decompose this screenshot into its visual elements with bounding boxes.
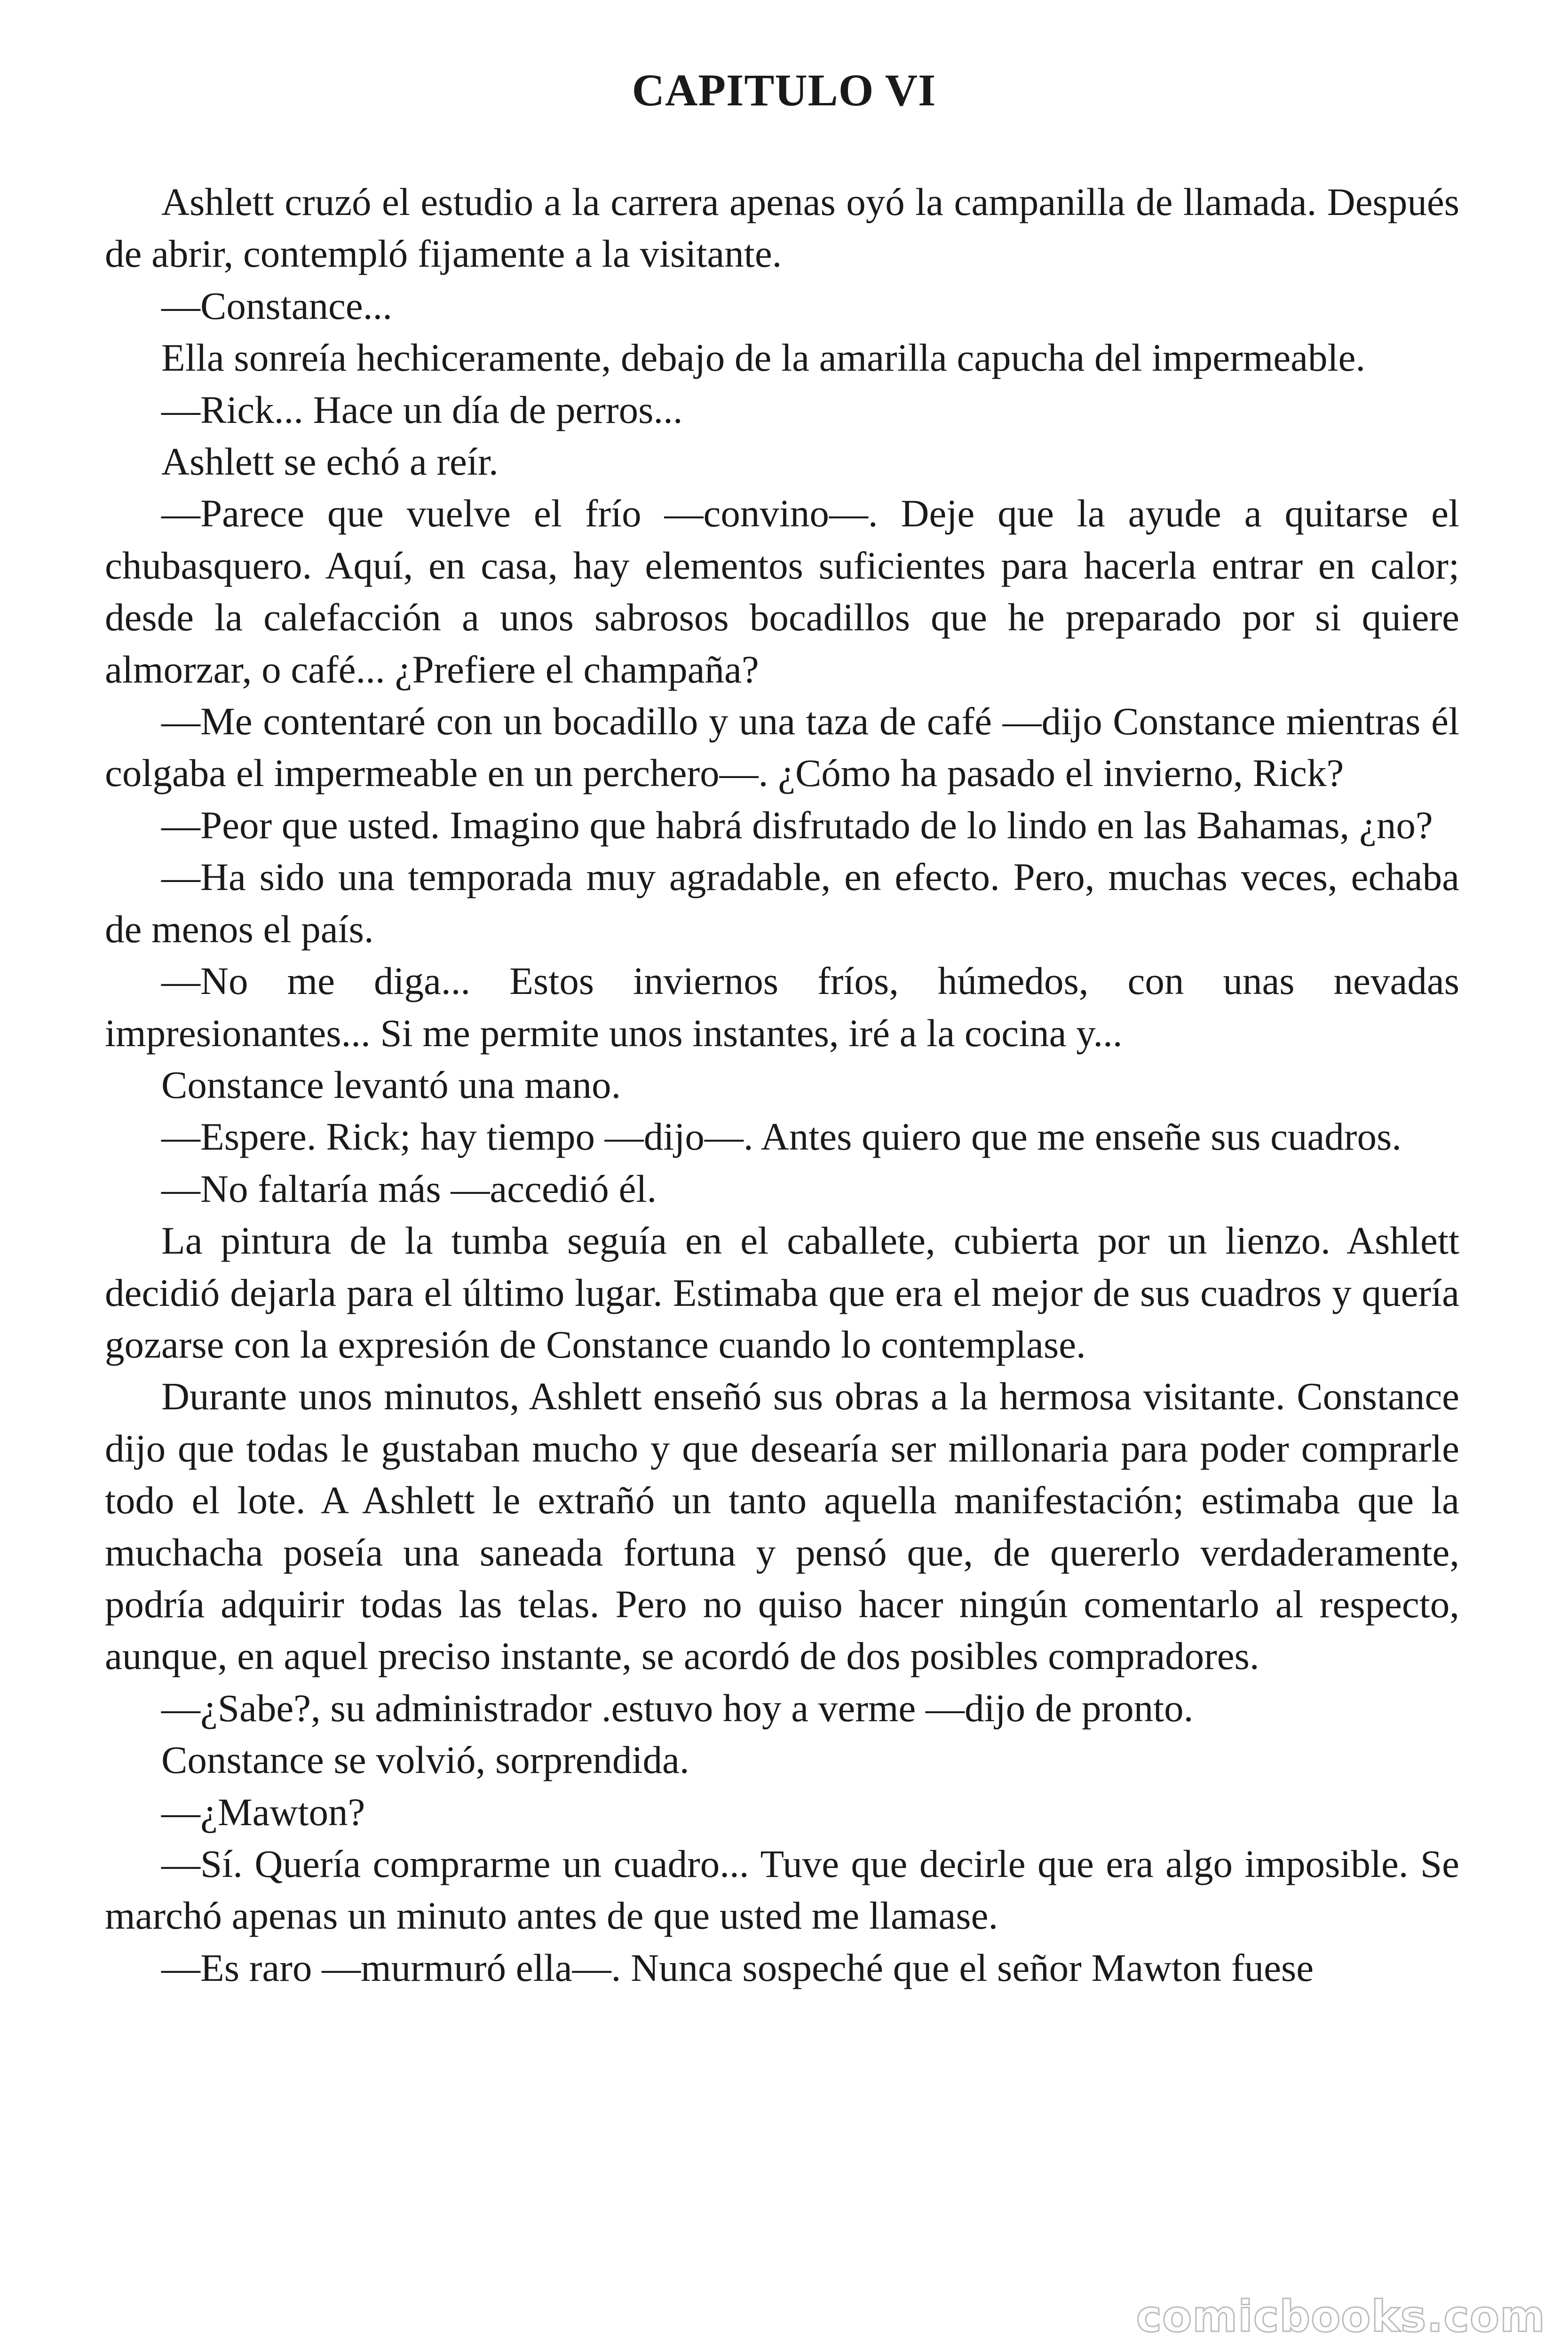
paragraph: —¿Mawton? bbox=[161, 1790, 365, 1834]
paragraph: Constance se volvió, sorprendida. bbox=[161, 1738, 689, 1782]
watermark: comicbooks.com bbox=[1136, 2291, 1545, 2342]
paragraph: La pintura de la tumba seguía en el caballete, cubierta por un lienzo. Ashlett decidió dejarla para el último lugar. Estimaba que era el mejor de sus cuadros y quería gozarse con la expresión de Constance cuando lo contemplase. bbox=[105, 1219, 1459, 1366]
paragraph: —Constance... bbox=[161, 284, 392, 327]
body-text bbox=[105, 176, 1459, 1994]
paragraph: Ella sonreía hechiceramente, debajo de la amarilla capucha del impermeable. bbox=[161, 336, 1366, 380]
paragraph: —¿Sabe?, su administrador .estuvo hoy a verme —dijo de pronto. bbox=[161, 1686, 1194, 1730]
paragraph: —Espere. Rick; hay tiempo —dijo—. Antes quiero que me enseñe sus cuadros. bbox=[161, 1115, 1402, 1159]
paragraph: —Ha sido una temporada muy agradable, en efecto. Pero, muchas veces, echaba de menos el país. bbox=[105, 855, 1459, 951]
paragraph: —No faltaría más —accedió él. bbox=[161, 1167, 657, 1210]
paragraph: —Sí. Quería comprarme un cuadro... Tuve que decirle que era algo imposible. Se marchó apenas un minuto antes de que usted me llamase. bbox=[105, 1842, 1459, 1938]
chapter-title: CAPITULO VI bbox=[632, 65, 936, 115]
paragraph: Ashlett cruzó el estudio a la carrera apenas oyó la campanilla de llamada. Después de abrir, contempló fijamente a la visitante. bbox=[105, 180, 1459, 276]
paragraph: —Es raro —murmuró ella—. Nunca sospeché que el señor Mawton fuese bbox=[161, 1946, 1314, 1989]
paragraph: Ashlett se echó a reír. bbox=[161, 440, 499, 484]
paragraph: —Parece que vuelve el frío —convino—. Deje que la ayude a quitarse el chubasquero. Aquí, en casa, hay elementos suficientes para hacerla entrar en calor; desde la calefacción a unos sabrosos bocadillos que he preparado por si quiere almorzar, o café... ¿Prefiere el champaña? bbox=[105, 492, 1459, 691]
paragraph: —Rick... Hace un día de perros... bbox=[161, 388, 683, 431]
paragraph: —Peor que usted. Imagino que habrá disfrutado de lo lindo en las Bahamas, ¿no? bbox=[161, 803, 1433, 847]
paragraph: —Me contentaré con un bocadillo y una taza de café —dijo Constance mientras él colgaba el impermeable en un perchero—. ¿Cómo ha pasado el invierno, Rick? bbox=[105, 699, 1459, 795]
paragraph: —No me diga... Estos inviernos fríos, húmedos, con unas nevadas impresionantes... Si me permite unos instantes, iré a la cocina y... bbox=[105, 959, 1459, 1055]
paragraph: Durante unos minutos, Ashlett enseñó sus obras a la hermosa visitante. Constance dijo que todas le gustaban mucho y que desearía ser millonaria para poder comprarle todo el lote. A Ashlett le extrañó un tanto aquella manifestación; estimaba que la muchacha poseía una saneada fortuna y pensó que, de quererlo verdaderamente, podría adquirir todas las telas. Pero no quiso hacer ningún comentarlo al respecto, aunque, en aquel preciso instante, se acordó de dos posibles compradores. bbox=[105, 1375, 1459, 1678]
paragraph: Constance levantó una mano. bbox=[161, 1063, 621, 1106]
